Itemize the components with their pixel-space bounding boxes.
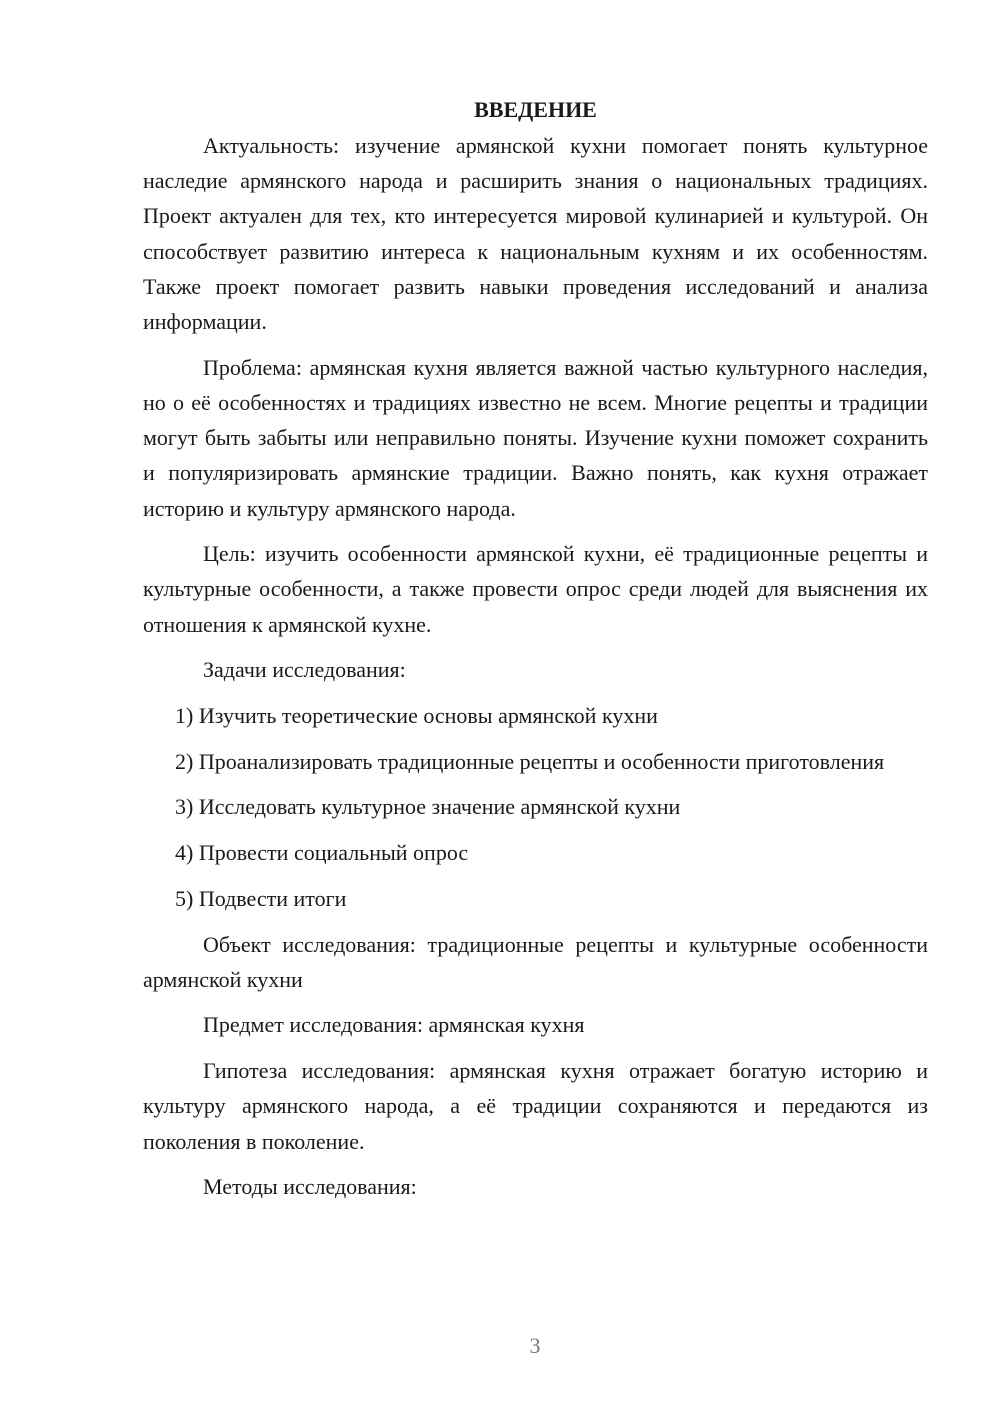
paragraph-methods-intro: Методы исследования: xyxy=(203,1174,417,1200)
paragraph-subject: Предмет исследования: армянская кухня xyxy=(203,1012,585,1038)
list-item-task-5: 5) Подвести итоги xyxy=(175,885,347,911)
paragraph-hypothesis: Гипотеза исследования: армянская кухня отражает богатую историю и культуру армянского народа, а её традиции сохраняются и передаются из поколения в поколение. xyxy=(143,1058,928,1154)
list-item-task-4: 4) Провести социальный опрос xyxy=(175,840,469,866)
paragraph-problem: Проблема: армянская кухня является важной частью культурного наследия, но о её особенностях и традициях известно не всем. Многие рецепты и традиции могут быть забыты или неправильно поняты. Изучение кухни поможет сохранить и популяризировать армянские традиции. Важно понять, как кухня отражает историю и культуру армянского народа. xyxy=(143,354,928,521)
list-item-task-2: 2) Проанализировать традиционные рецепты и особенности приготовления xyxy=(175,748,885,774)
list-item-task-3: 3) Исследовать культурное значение армянской кухни xyxy=(175,794,681,820)
list-item-task-1: 1) Изучить теоретические основы армянской кухни xyxy=(175,703,658,729)
paragraph-object: Объект исследования: традиционные рецепты и культурные особенности армянской кухни xyxy=(143,931,928,992)
paragraph-goal: Цель: изучить особенности армянской кухни, её традиционные рецепты и культурные особенности, а также провести опрос среди людей для выяснения их отношения к армянской кухне. xyxy=(143,541,928,637)
page-number: 3 xyxy=(529,1333,541,1358)
paragraph-tasks-intro: Задачи исследования: xyxy=(203,657,406,683)
paragraph-relevance: Актуальность: изучение армянской кухни помогает понять культурное наследие армянского народа и расширить знания о национальных традициях. Проект актуален для тех, кто интересуется мировой кулинарией и культурой. Он способствует развитию интереса к национальным кухням и их особенностям. Также проект помогает развить навыки проведения исследований и анализа информации. xyxy=(143,133,928,335)
section-heading: ВВЕДЕНИЕ xyxy=(474,97,597,122)
document-page xyxy=(143,92,928,1215)
